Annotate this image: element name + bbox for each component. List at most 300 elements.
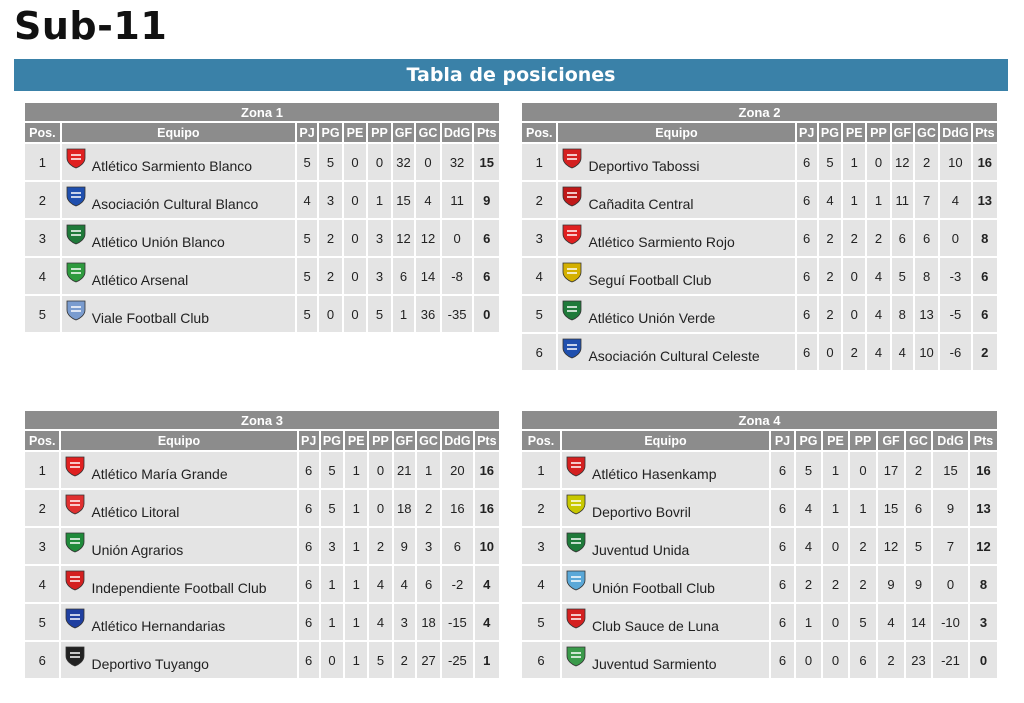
standings-zone-3 bbox=[23, 409, 501, 680]
position-cell: 2 bbox=[522, 182, 556, 218]
column-header-gc: GC bbox=[906, 431, 931, 450]
pg-cell: 1 bbox=[321, 566, 343, 602]
pts-cell: 2 bbox=[973, 334, 997, 370]
pp-cell: 6 bbox=[850, 642, 876, 678]
pe-cell: 0 bbox=[843, 296, 865, 332]
team-name: Atlético Sarmiento Rojo bbox=[588, 234, 735, 250]
pts-cell: 15 bbox=[474, 144, 499, 180]
gf-cell: 18 bbox=[394, 490, 415, 526]
position-cell: 4 bbox=[25, 566, 59, 602]
team-cell bbox=[61, 566, 296, 602]
table-row bbox=[25, 528, 499, 564]
team-cell bbox=[61, 452, 296, 488]
car-crest-icon bbox=[64, 607, 86, 629]
team-cell bbox=[562, 604, 769, 640]
section-title: Tabla de posiciones bbox=[14, 59, 1008, 91]
pg-cell: 2 bbox=[819, 296, 841, 332]
pg-cell: 3 bbox=[319, 182, 341, 218]
union-crest-icon bbox=[65, 223, 87, 245]
pj-cell: 6 bbox=[299, 642, 319, 678]
column-header-pp: PP bbox=[850, 431, 876, 450]
zone-title: Zona 1 bbox=[25, 103, 499, 121]
standings-table bbox=[520, 409, 999, 680]
pp-cell: 1 bbox=[850, 490, 876, 526]
gf-cell: 12 bbox=[393, 220, 414, 256]
pj-cell: 6 bbox=[797, 296, 817, 332]
team-name: Unión Agrarios bbox=[91, 542, 184, 558]
team-name: Viale Football Club bbox=[91, 310, 210, 326]
juventud-unida-crest-icon bbox=[565, 531, 587, 553]
tabossi-crest-icon bbox=[561, 147, 583, 169]
pts-cell: 8 bbox=[970, 566, 997, 602]
column-header-pos: Pos. bbox=[522, 123, 556, 142]
gf-cell: 6 bbox=[393, 258, 414, 294]
agrarios-crest-icon bbox=[64, 531, 86, 553]
pg-cell: 4 bbox=[796, 490, 821, 526]
team-cell bbox=[61, 490, 296, 526]
pts-cell: 16 bbox=[973, 144, 997, 180]
pp-cell: 0 bbox=[368, 144, 390, 180]
pg-cell: 0 bbox=[319, 296, 341, 332]
column-header-ddg: DdG bbox=[933, 431, 968, 450]
ddg-cell: -3 bbox=[940, 258, 970, 294]
position-cell: 1 bbox=[522, 452, 560, 488]
gf-cell: 1 bbox=[393, 296, 414, 332]
pe-cell: 2 bbox=[843, 334, 865, 370]
position-cell: 6 bbox=[522, 334, 556, 370]
pp-cell: 2 bbox=[850, 566, 876, 602]
gc-cell: 18 bbox=[417, 604, 440, 640]
column-header-pp: PP bbox=[369, 431, 391, 450]
team-cell bbox=[61, 528, 296, 564]
team-name: Deportivo Tabossi bbox=[588, 158, 700, 174]
position-cell: 5 bbox=[522, 296, 556, 332]
gc-cell: 2 bbox=[915, 144, 938, 180]
pe-cell: 1 bbox=[345, 528, 367, 564]
team-cell bbox=[62, 220, 295, 256]
pj-cell: 4 bbox=[297, 182, 317, 218]
pj-cell: 6 bbox=[771, 642, 794, 678]
pts-cell: 8 bbox=[973, 220, 997, 256]
gc-cell: 14 bbox=[906, 604, 931, 640]
team-cell bbox=[558, 296, 794, 332]
pg-cell: 5 bbox=[321, 452, 343, 488]
gc-cell: 3 bbox=[417, 528, 440, 564]
standings-table bbox=[23, 409, 501, 680]
standings-table bbox=[520, 101, 999, 372]
pts-cell: 16 bbox=[475, 452, 499, 488]
pg-cell: 2 bbox=[796, 566, 821, 602]
pe-cell: 0 bbox=[344, 182, 366, 218]
gc-cell: 4 bbox=[416, 182, 440, 218]
table-row bbox=[25, 220, 499, 256]
column-header-gf: GF bbox=[878, 431, 904, 450]
pts-cell: 4 bbox=[475, 604, 499, 640]
column-header-pp: PP bbox=[368, 123, 390, 142]
pts-cell: 16 bbox=[475, 490, 499, 526]
pp-cell: 2 bbox=[867, 220, 889, 256]
position-cell: 6 bbox=[522, 642, 560, 678]
gc-cell: 14 bbox=[416, 258, 440, 294]
maria-grande-crest-icon bbox=[64, 455, 86, 477]
team-name: Atlético María Grande bbox=[91, 466, 228, 482]
column-header-team: Equipo bbox=[62, 123, 295, 142]
union-crest-icon bbox=[561, 299, 583, 321]
gf-cell: 4 bbox=[892, 334, 913, 370]
pp-cell: 5 bbox=[850, 604, 876, 640]
team-cell bbox=[558, 182, 794, 218]
gf-cell: 12 bbox=[892, 144, 913, 180]
column-header-pe: PE bbox=[843, 123, 865, 142]
pj-cell: 6 bbox=[771, 566, 794, 602]
pg-cell: 3 bbox=[321, 528, 343, 564]
team-cell bbox=[62, 258, 295, 294]
team-cell bbox=[562, 452, 769, 488]
pg-cell: 0 bbox=[796, 642, 821, 678]
pts-cell: 6 bbox=[973, 258, 997, 294]
team-cell bbox=[558, 334, 794, 370]
pe-cell: 1 bbox=[345, 604, 367, 640]
pts-cell: 1 bbox=[475, 642, 499, 678]
position-cell: 6 bbox=[25, 642, 59, 678]
gf-cell: 9 bbox=[394, 528, 415, 564]
gc-cell: 27 bbox=[417, 642, 440, 678]
pts-cell: 13 bbox=[970, 490, 997, 526]
column-header-gc: GC bbox=[417, 431, 440, 450]
arsenal-crest-icon bbox=[65, 261, 87, 283]
pj-cell: 6 bbox=[771, 452, 794, 488]
pe-cell: 2 bbox=[823, 566, 848, 602]
pg-cell: 2 bbox=[819, 220, 841, 256]
ddg-cell: -10 bbox=[933, 604, 968, 640]
column-header-ddg: DdG bbox=[940, 123, 970, 142]
team-name: Unión Football Club bbox=[592, 580, 715, 596]
column-header-ddg: DdG bbox=[442, 123, 473, 142]
ddg-cell: 10 bbox=[940, 144, 970, 180]
pe-cell: 1 bbox=[345, 642, 367, 678]
standings-zone-4 bbox=[520, 409, 999, 680]
ddg-cell: 6 bbox=[442, 528, 472, 564]
pj-cell: 6 bbox=[771, 490, 794, 526]
pj-cell: 5 bbox=[297, 144, 317, 180]
zone-title: Zona 4 bbox=[522, 411, 997, 429]
ddg-cell: -21 bbox=[933, 642, 968, 678]
column-header-team: Equipo bbox=[562, 431, 769, 450]
gc-cell: 8 bbox=[915, 258, 938, 294]
team-name: Club Sauce de Luna bbox=[592, 618, 719, 634]
table-row bbox=[522, 528, 997, 564]
pp-cell: 4 bbox=[867, 334, 889, 370]
table-row bbox=[25, 258, 499, 294]
table-row bbox=[522, 604, 997, 640]
gf-cell: 2 bbox=[878, 642, 904, 678]
column-header-pos: Pos. bbox=[25, 431, 59, 450]
pj-cell: 6 bbox=[797, 334, 817, 370]
gf-cell: 8 bbox=[892, 296, 913, 332]
pj-cell: 6 bbox=[771, 604, 794, 640]
position-cell: 4 bbox=[25, 258, 60, 294]
juventud-sarmiento-crest-icon bbox=[565, 645, 587, 667]
team-name: Deportivo Tuyango bbox=[91, 656, 209, 672]
standings-table bbox=[23, 101, 501, 334]
team-cell bbox=[562, 566, 769, 602]
column-header-pp: PP bbox=[867, 123, 889, 142]
table-row bbox=[522, 566, 997, 602]
position-cell: 5 bbox=[25, 604, 59, 640]
pg-cell: 4 bbox=[819, 182, 841, 218]
ddg-cell: 20 bbox=[442, 452, 472, 488]
pe-cell: 1 bbox=[345, 490, 367, 526]
pp-cell: 4 bbox=[369, 604, 391, 640]
position-cell: 3 bbox=[25, 528, 59, 564]
gc-cell: 36 bbox=[416, 296, 440, 332]
pg-cell: 5 bbox=[321, 490, 343, 526]
segui-crest-icon bbox=[561, 261, 583, 283]
gf-cell: 5 bbox=[892, 258, 913, 294]
ddg-cell: 11 bbox=[442, 182, 473, 218]
column-header-pts: Pts bbox=[970, 431, 997, 450]
pe-cell: 1 bbox=[843, 144, 865, 180]
pg-cell: 4 bbox=[796, 528, 821, 564]
column-header-pos: Pos. bbox=[522, 431, 560, 450]
gf-cell: 12 bbox=[878, 528, 904, 564]
canadita-crest-icon bbox=[561, 185, 583, 207]
pts-cell: 10 bbox=[475, 528, 499, 564]
column-header-pg: PG bbox=[819, 123, 841, 142]
table-row bbox=[25, 642, 499, 678]
gf-cell: 15 bbox=[878, 490, 904, 526]
pe-cell: 1 bbox=[345, 566, 367, 602]
pp-cell: 0 bbox=[369, 490, 391, 526]
gf-cell: 4 bbox=[878, 604, 904, 640]
pts-cell: 6 bbox=[973, 296, 997, 332]
pts-cell: 16 bbox=[970, 452, 997, 488]
column-header-pg: PG bbox=[321, 431, 343, 450]
table-row bbox=[25, 144, 499, 180]
pe-cell: 2 bbox=[843, 220, 865, 256]
pts-cell: 13 bbox=[973, 182, 997, 218]
column-header-gf: GF bbox=[394, 431, 415, 450]
gc-cell: 1 bbox=[417, 452, 440, 488]
ddg-cell: -6 bbox=[940, 334, 970, 370]
pp-cell: 5 bbox=[368, 296, 390, 332]
ddg-cell: 15 bbox=[933, 452, 968, 488]
bovril-crest-icon bbox=[565, 493, 587, 515]
ddg-cell: 7 bbox=[933, 528, 968, 564]
gc-cell: 5 bbox=[906, 528, 931, 564]
gf-cell: 15 bbox=[393, 182, 414, 218]
team-cell bbox=[562, 490, 769, 526]
ddg-cell: 0 bbox=[442, 220, 473, 256]
pp-cell: 0 bbox=[867, 144, 889, 180]
pe-cell: 1 bbox=[843, 182, 865, 218]
pts-cell: 0 bbox=[474, 296, 499, 332]
pj-cell: 6 bbox=[797, 258, 817, 294]
gc-cell: 13 bbox=[915, 296, 938, 332]
pe-cell: 0 bbox=[344, 258, 366, 294]
position-cell: 1 bbox=[25, 144, 60, 180]
pp-cell: 3 bbox=[368, 220, 390, 256]
pp-cell: 4 bbox=[369, 566, 391, 602]
ddg-cell: -5 bbox=[940, 296, 970, 332]
position-cell: 3 bbox=[25, 220, 60, 256]
ddg-cell: -25 bbox=[442, 642, 472, 678]
ddg-cell: -8 bbox=[442, 258, 473, 294]
pe-cell: 1 bbox=[345, 452, 367, 488]
table-row bbox=[522, 452, 997, 488]
column-header-pj: PJ bbox=[771, 431, 794, 450]
team-cell bbox=[562, 642, 769, 678]
column-header-team: Equipo bbox=[61, 431, 296, 450]
ddg-cell: 0 bbox=[933, 566, 968, 602]
column-header-pe: PE bbox=[345, 431, 367, 450]
team-name: Seguí Football Club bbox=[588, 272, 712, 288]
team-cell bbox=[558, 144, 794, 180]
pj-cell: 6 bbox=[299, 604, 319, 640]
team-cell bbox=[61, 604, 296, 640]
column-header-team: Equipo bbox=[558, 123, 794, 142]
column-header-pj: PJ bbox=[297, 123, 317, 142]
ddg-cell: 9 bbox=[933, 490, 968, 526]
column-header-pts: Pts bbox=[973, 123, 997, 142]
pg-cell: 5 bbox=[319, 144, 341, 180]
position-cell: 1 bbox=[25, 452, 59, 488]
pp-cell: 2 bbox=[850, 528, 876, 564]
team-name: Atlético Unión Blanco bbox=[91, 234, 225, 250]
team-cell bbox=[562, 528, 769, 564]
table-row bbox=[25, 182, 499, 218]
column-header-gf: GF bbox=[892, 123, 913, 142]
table-row bbox=[522, 258, 997, 294]
gc-cell: 6 bbox=[417, 566, 440, 602]
position-cell: 3 bbox=[522, 528, 560, 564]
gc-cell: 7 bbox=[915, 182, 938, 218]
union-fc-crest-icon bbox=[565, 569, 587, 591]
team-name: Asociación Cultural Celeste bbox=[588, 348, 760, 364]
table-row bbox=[522, 642, 997, 678]
position-cell: 2 bbox=[25, 182, 60, 218]
position-cell: 3 bbox=[522, 220, 556, 256]
team-name: Cañadita Central bbox=[588, 196, 694, 212]
table-row bbox=[522, 490, 997, 526]
gf-cell: 21 bbox=[394, 452, 415, 488]
pts-cell: 0 bbox=[970, 642, 997, 678]
gc-cell: 0 bbox=[416, 144, 440, 180]
team-name: Asociación Cultural Blanco bbox=[91, 196, 259, 212]
team-cell bbox=[62, 296, 295, 332]
pp-cell: 0 bbox=[850, 452, 876, 488]
position-cell: 2 bbox=[25, 490, 59, 526]
pj-cell: 6 bbox=[797, 182, 817, 218]
team-cell bbox=[62, 144, 295, 180]
pts-cell: 3 bbox=[970, 604, 997, 640]
column-header-gc: GC bbox=[915, 123, 938, 142]
sarmiento-crest-icon bbox=[65, 147, 87, 169]
pp-cell: 3 bbox=[368, 258, 390, 294]
column-header-gc: GC bbox=[416, 123, 440, 142]
team-name: Juventud Unida bbox=[592, 542, 690, 558]
viale-crest-icon bbox=[65, 299, 87, 321]
team-name: Atlético Unión Verde bbox=[588, 310, 716, 326]
team-name: Atlético Arsenal bbox=[91, 272, 189, 288]
litoral-crest-icon bbox=[64, 493, 86, 515]
column-header-pts: Pts bbox=[474, 123, 499, 142]
column-header-pos: Pos. bbox=[25, 123, 60, 142]
position-cell: 5 bbox=[522, 604, 560, 640]
gc-cell: 6 bbox=[906, 490, 931, 526]
pj-cell: 5 bbox=[297, 296, 317, 332]
pj-cell: 6 bbox=[797, 144, 817, 180]
table-row bbox=[25, 490, 499, 526]
pg-cell: 0 bbox=[819, 334, 841, 370]
table-row bbox=[522, 296, 997, 332]
column-header-pg: PG bbox=[796, 431, 821, 450]
column-header-pj: PJ bbox=[797, 123, 817, 142]
pts-cell: 12 bbox=[970, 528, 997, 564]
pe-cell: 0 bbox=[344, 296, 366, 332]
position-cell: 5 bbox=[25, 296, 60, 332]
gf-cell: 4 bbox=[394, 566, 415, 602]
pe-cell: 0 bbox=[344, 144, 366, 180]
pg-cell: 1 bbox=[796, 604, 821, 640]
pe-cell: 1 bbox=[823, 452, 848, 488]
team-cell bbox=[62, 182, 295, 218]
table-row bbox=[25, 566, 499, 602]
position-cell: 2 bbox=[522, 490, 560, 526]
team-cell bbox=[558, 258, 794, 294]
pe-cell: 0 bbox=[823, 604, 848, 640]
column-header-ddg: DdG bbox=[442, 431, 472, 450]
gf-cell: 6 bbox=[892, 220, 913, 256]
gc-cell: 23 bbox=[906, 642, 931, 678]
pg-cell: 1 bbox=[321, 604, 343, 640]
abyc-crest-icon bbox=[65, 185, 87, 207]
pts-cell: 6 bbox=[474, 220, 499, 256]
column-header-pg: PG bbox=[319, 123, 341, 142]
abyc-crest-icon bbox=[561, 337, 583, 359]
pg-cell: 0 bbox=[321, 642, 343, 678]
pj-cell: 6 bbox=[299, 528, 319, 564]
ddg-cell: -35 bbox=[442, 296, 473, 332]
pj-cell: 6 bbox=[299, 566, 319, 602]
pg-cell: 5 bbox=[796, 452, 821, 488]
table-row bbox=[522, 220, 997, 256]
gf-cell: 3 bbox=[394, 604, 415, 640]
pp-cell: 5 bbox=[369, 642, 391, 678]
sarmiento-crest-icon bbox=[561, 223, 583, 245]
pe-cell: 0 bbox=[823, 642, 848, 678]
gc-cell: 9 bbox=[906, 566, 931, 602]
pg-cell: 5 bbox=[819, 144, 841, 180]
gf-cell: 9 bbox=[878, 566, 904, 602]
table-row bbox=[522, 182, 997, 218]
table-row bbox=[522, 144, 997, 180]
table-row bbox=[25, 296, 499, 332]
pj-cell: 6 bbox=[797, 220, 817, 256]
gc-cell: 12 bbox=[416, 220, 440, 256]
hasenkamp-crest-icon bbox=[565, 455, 587, 477]
independiente-crest-icon bbox=[64, 569, 86, 591]
pj-cell: 5 bbox=[297, 220, 317, 256]
gc-cell: 6 bbox=[915, 220, 938, 256]
pe-cell: 1 bbox=[823, 490, 848, 526]
page-title: Sub-11 bbox=[14, 4, 168, 48]
ddg-cell: 0 bbox=[940, 220, 970, 256]
pp-cell: 1 bbox=[867, 182, 889, 218]
gf-cell: 11 bbox=[892, 182, 913, 218]
pe-cell: 0 bbox=[823, 528, 848, 564]
team-name: Atlético Sarmiento Blanco bbox=[91, 158, 253, 174]
